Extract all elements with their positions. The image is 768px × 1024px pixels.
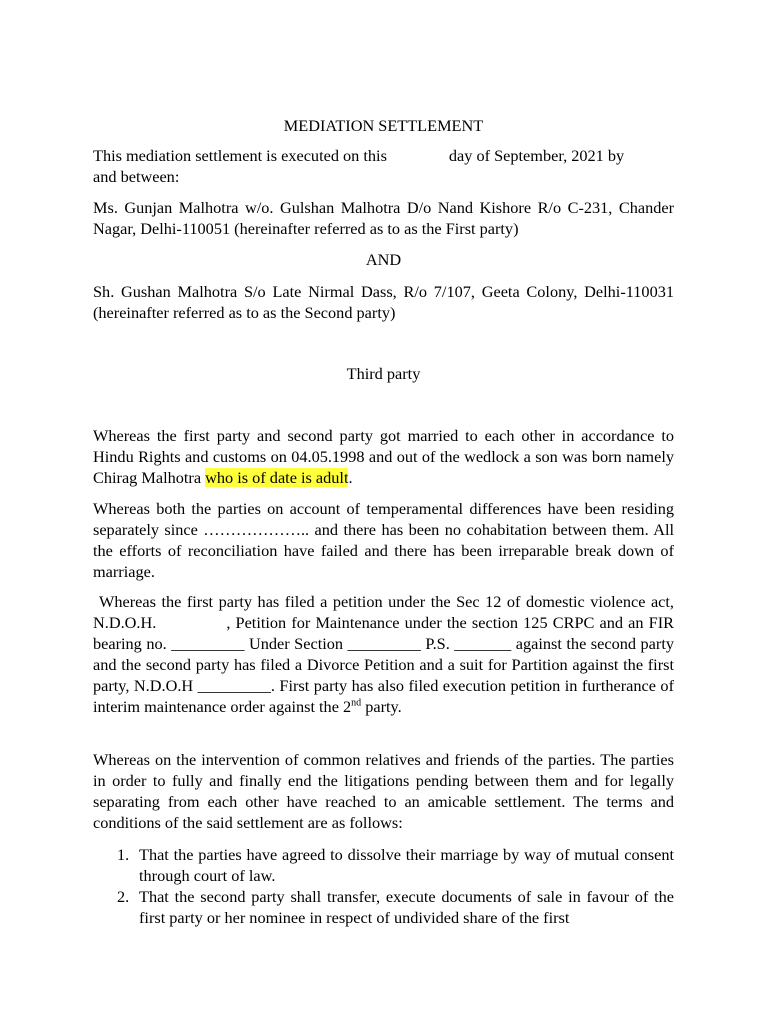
first-party-paragraph: Ms. Gunjan Malhotra w/o. Gulshan Malhotra D/o Nand Kishore R/o C-231, Chander Nagar, Delhi-110051 (hereinafter referred as to as the First party) xyxy=(93,198,674,238)
intro-text-end: day of September, 2021 by xyxy=(448,146,625,165)
whereas-1-end: . xyxy=(348,468,353,487)
list-item xyxy=(93,844,674,886)
list-item-number: 2. xyxy=(117,887,130,906)
list-item-text: That the parties have agreed to dissolve their marriage by way of mutual consent through court of law. xyxy=(139,845,674,885)
list-item-number: 1. xyxy=(117,845,130,864)
intro-paragraph xyxy=(93,145,674,187)
whereas-1-text: Whereas the first party and second party got married to each other in accordance to Hindu Rights and customs on 04.05.1998 and out of the wedlock a son was born namely Chirag Malhotra xyxy=(93,426,674,487)
document-title: MEDIATION SETTLEMENT xyxy=(283,116,484,135)
whereas-3-part1: Whereas the first party has filed a petition under the Sec 12 of domestic violence act, N.D.O.H. xyxy=(93,592,674,632)
intro-text-line2: and between: xyxy=(93,167,180,186)
whereas-paragraph-4: Whereas on the intervention of common relatives and friends of the parties. The parties in order to fully and finally end the litigations pending between them and for legally separating from each other have reached to an amicable settlement. The terms and conditions of the said settlement are as follows: xyxy=(93,750,674,832)
terms-list xyxy=(93,844,674,928)
second-party-paragraph: Sh. Gushan Malhotra S/o Late Nirmal Dass, R/o 7/107, Geeta Colony, Delhi-110031 (hereinafter referred as to as the Second party) xyxy=(93,282,674,322)
list-item xyxy=(93,886,674,928)
list-item-text: That the second party shall transfer, execute documents of sale in favour of the first party or her nominee in respect of undivided share of the first xyxy=(139,887,674,927)
whereas-3-part3: party. xyxy=(361,697,402,716)
intro-text-start: This mediation settlement is executed on this xyxy=(93,146,387,165)
whereas-3-part2: , Petition for Maintenance under the section 125 CRPC and an FIR bearing no. _________ Under Section _________ P.S. _______ against the second party and the second party has filed a Divorce Petition and a suit for Partition against the first party, N.D.O.H _________. First party has also filed execution petition in furtherance of interim maintenance order against the 2 xyxy=(93,613,674,716)
and-separator: AND xyxy=(365,250,402,269)
whereas-paragraph-1 xyxy=(93,425,674,488)
third-party-label: Third party xyxy=(346,364,421,383)
whereas-paragraph-2: Whereas both the parties on account of temperamental differences have been residing separately since ……………….. and there has been no cohabitation between them. All the efforts of reconciliation have failed and there has been irreparable break down of marriage. xyxy=(93,499,674,581)
ordinal-superscript: nd xyxy=(351,697,362,709)
highlighted-text: who is of date is adult xyxy=(205,468,349,487)
whereas-paragraph-3 xyxy=(93,591,674,717)
